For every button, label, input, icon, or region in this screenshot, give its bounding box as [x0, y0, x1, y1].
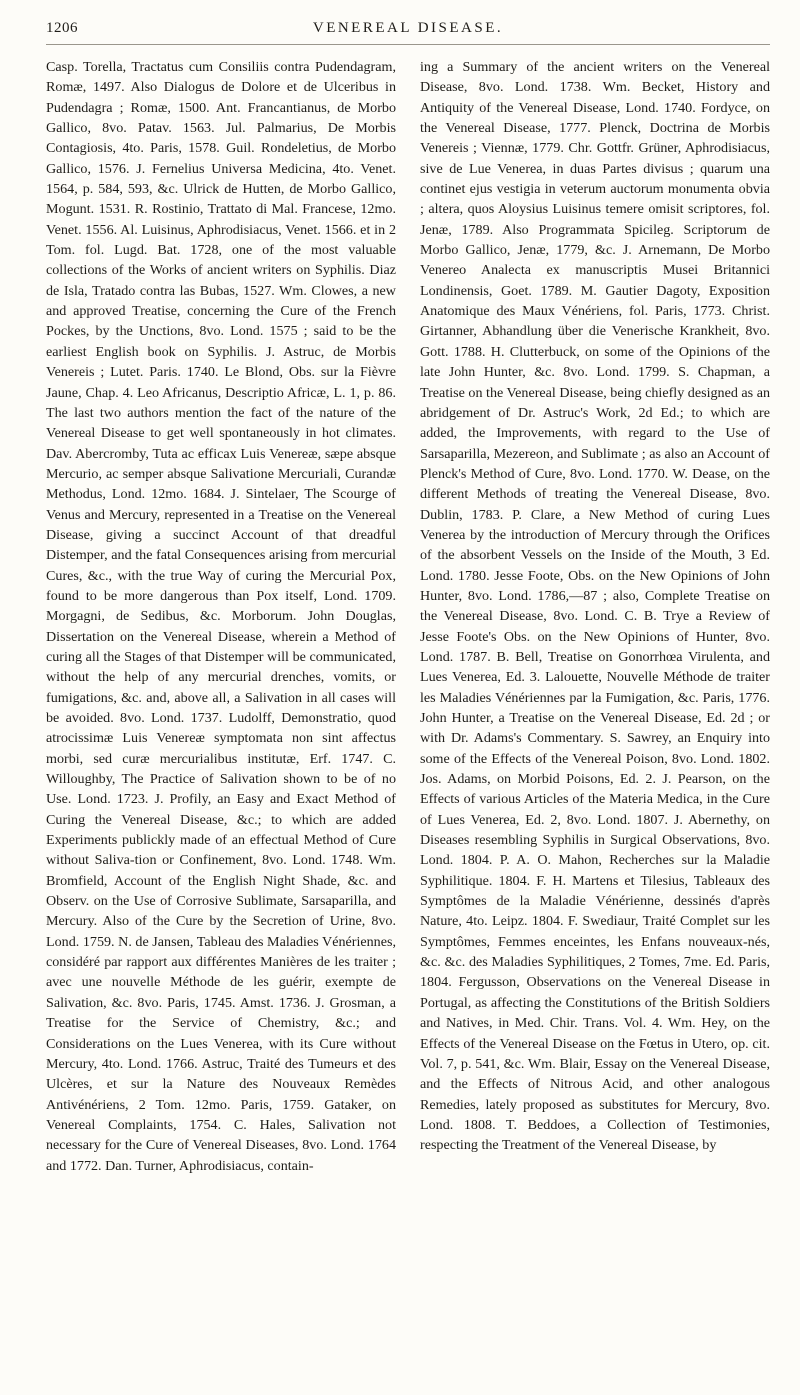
right-column-text: ing a Summary of the ancient writers on the Venereal Disease, 8vo. Lond. 1738. Wm. Becket, History and Antiquity of the Venereal Disease, Lond. 1740. Fordyce, on the Venereal Disease, 1777. Plenck, Doctrina de Morbis Venereis ; Viennæ, 1779. Chr. Gottfr. Grüner, Aphrodisiacus, sive de Lue Venerea, in duas Partes divisus ; quarum una continet ejus vestigia in veterum auctorum monumenta obvia ; altera, quos Aloysius Luisinus temere omisit scriptores, fol. Jenæ, 1789. Also Programmata Spicileg. Scriptorum de Morbo Gallico, Jenæ, 1779, &c. J. Arnemann, De Morbo Venereo Analecta ex manuscriptis Musei Britannici Londinensis, Goet. 1789. M. Gautier Dagoty, Exposition Anatomique des Maux Vénériens, fol. Paris, 1773. Christ. Girtanner, Abhandlung über die Venerische Krankheit, 8vo. Gott. 1788. H. Clutterbuck, on some of the Opinions of the late John Hunter, &c. 8vo. Lond. 1799. S. Chapman, a Treatise on the Venereal Disease, being chiefly designed as an abridgement of Dr. Astruc's Work, 2d Ed.; to which are added, the Improvements, with regard to the Use of Sarsaparilla, Mezereon, and Sublimate ; as also an Account of Plenck's Method of Cure, 8vo. Lond. 1770. W. Dease, on the different Methods of treating the Venereal Disease, 8vo. Dublin, 1783. P. Clare, a New Method of curing Lues Venerea by the introduction of Mercury through the Orifices of the absorbent Vessels on the Inside of the Mouth, 3 Ed. Lond. 1780. Jesse Foote, Obs. on the New Opinions of John Hunter, 8vo. Lond. 1786,—87 ; also, Complete Treatise on the Venereal Disease, 8vo. Lond. C. B. Trye a Review of Jesse Foote's Obs. on the New Opinions of Hunter, 8vo. Lond. 1787. B. Bell, Treatise on Gonorrhœa Virulenta, and Lues Venerea, Ed. 3. Lalouette, Nouvelle Méthode de traiter les Maladies Vénériennes par la Fumigation, &c. Paris, 1776. John Hunter, a Treatise on the Venereal Disease, Ed. 2d ; or with Dr. Adams's Commentary. S. Sawrey, an Enquiry into some of the Effects of the Venereal Poison, 8vo. Lond. 1802. Jos. Adams, on Morbid Poisons, Ed. 2. J. Pearson, on the Effects of various Articles of the Materia Medica, in the Cure of Lues Venerea, Ed. 2, 8vo. Lond. 1807. J. Abernethy, on Diseases resembling Syphilis in Surgical Observations, 8vo. Lond. 1804. P. A. O. Mahon, Recherches sur la Maladie Syphilitique. 1804. F. H. Martens et Tilesius, Tableaux des Symptômes de la Maladie Vénérienne, dessinés d'après Nature, 4to. Leipz. 1804. F. Swediaur, Traité Complet sur les Symptômes, Femmes enceintes, les Enfans nouveaux-nés, &c. &c. des Maladies Syphilitiques, 2 Tomes, 7me. Ed. Paris, 1804. Fergusson, Observations on the Venereal Disease in Portugal, as affecting the Constitutions of the British Soldiers and Natives, in Med. Chir. Trans. Vol. 4. Wm. Hey, on the Effects of the Venereal Disease on the Fœtus in Utero, op. cit. Vol. 7, p. 541, &c. Wm. Blair, Essay on the Venereal Disease, and the Effects of Nitrous Acid, and other analogous Remedies, lately proposed as substitutes for Mercury, 8vo. Lond. 1808. T. Beddoes, a Collection of Testimonies, respecting the Treatment of the Venereal Disease, by	[420, 59, 770, 1154]
running-title: VENEREAL DISEASE.	[312, 20, 504, 36]
text-columns	[46, 57, 770, 1176]
left-column-text: Casp. Torella, Tractatus cum Consiliis contra Pudendagram, Romæ, 1497. Also Dialogus de Dolore et de Ulceribus in Pudendagra ; Romæ, 1500. Ant. Francantianus, de Morbo Gallico, 8vo. Patav. 1563. Jul. Palmarius, De Morbis Contagiosis, 4to. Paris, 1578. Guil. Rondeletius, de Morbo Gallico, 1576. J. Fernelius Universa Medicina, 4to. Venet. 1564, p. 584, 593, &c. Ulrick de Hutten, de Morbo Gallico, Mogunt. 1531. R. Rostinio, Trattato di Mal. Francese, 12mo. Venet. 1556. Al. Luisinus, Aphrodisiacus, Venet. 1566. et in 2 Tom. fol. Lugd. Bat. 1728, one of the most valuable collections of the Works of ancient writers on Syphilis. Diaz de Isla, Tratado contra las Bubas, 1527. Wm. Clowes, a new and approved Treatise, concerning the Cure of the French Pockes, by the Unctions, 8vo. Lond. 1575 ; said to be the earliest English book on Syphilis. J. Astruc, de Morbis Venereis ; Lutet. Paris. 1740. Le Blond, Obs. sur la Fièvre Jaune, Chap. 4. Leo Africanus, Descriptio Africæ, L. 1, p. 86. The last two authors mention the fact of the nature of the Venereal Disease to get well spontaneously in hot climates. Dav. Abercromby, Tuta ac efficax Luis Venereæ, sæpe absque Mercurio, ac semper absque Salivatione Mercuriali, Curandæ Methodus, Lond. 12mo. 1684. J. Sintelaer, The Scourge of Venus and Mercury, represented in a Treatise on the Venereal Disease, giving a succinct Account of that dreadful Distemper, and the fatal Consequences arising from mercurial Cures, &c., with the true Way of curing the Mercurial Pox, found to be more dangerous than Pox itself, Lond. 1709. Morgagni, de Sedibus, &c. Morborum. John Douglas, Dissertation on the Venereal Disease, wherein a Method of curing all the Stages of that Distemper will be communicated, without the help of any mercurial drenches, vomits, or fumigations, &c. and, above all, a Salivation in all cases will be avoided. 8vo. Lond. 1737. Ludolff, Demonstratio, quod atrocissimæ Luis Venereæ symptomata non sint affectus morbi, sed curæ mercurialibus institutæ, Erf. 1747. C. Willoughby, The Practice of Salivation shown to be of no Use. Lond. 1723. J. Profily, an Easy and Exact Method of Curing the Venereal Disease, &c.; to which are added Experiments publickly made of an effectual Method of Cure without Saliva-tion or Confinement, 8vo. Lond. 1748. Wm. Bromfield, Account of the English Night Shade, &c. and Observ. on the Use of Corrosive Sublimate, Sarsaparilla, and Mercury. Also of the Cure by the Secretion of Urine, 8vo. Lond. 1759. N. de Jansen, Tableau des Maladies Vénériennes, considéré par rapport aux différentes Manières de les traiter ; avec une nouvelle Méthode de les guérir, exempte de Salivation, &c. 8vo. Paris, 1745. Amst. 1736. J. Grosman, a Treatise for the Service of Chemistry, &c.; and Considerations on the Lues Venerea, with its Cure without Mercury, 4to. Lond. 1766. Astruc, Traité des Tumeurs et des Ulcères, et sur la Nature des Nouveaux Remèdes Antivénériens, 2 Tom. 12mo. Paris, 1759. Gataker, on Venereal Complaints, 1754. C. Hales, Salivation not necessary for the Cure of Venereal Diseases, 8vo. Lond. 1764 and 1772. Dan. Turner, Aphrodisiacus, contain-	[46, 59, 396, 1174]
running-header	[46, 18, 770, 45]
page-number: 1206	[46, 20, 78, 36]
